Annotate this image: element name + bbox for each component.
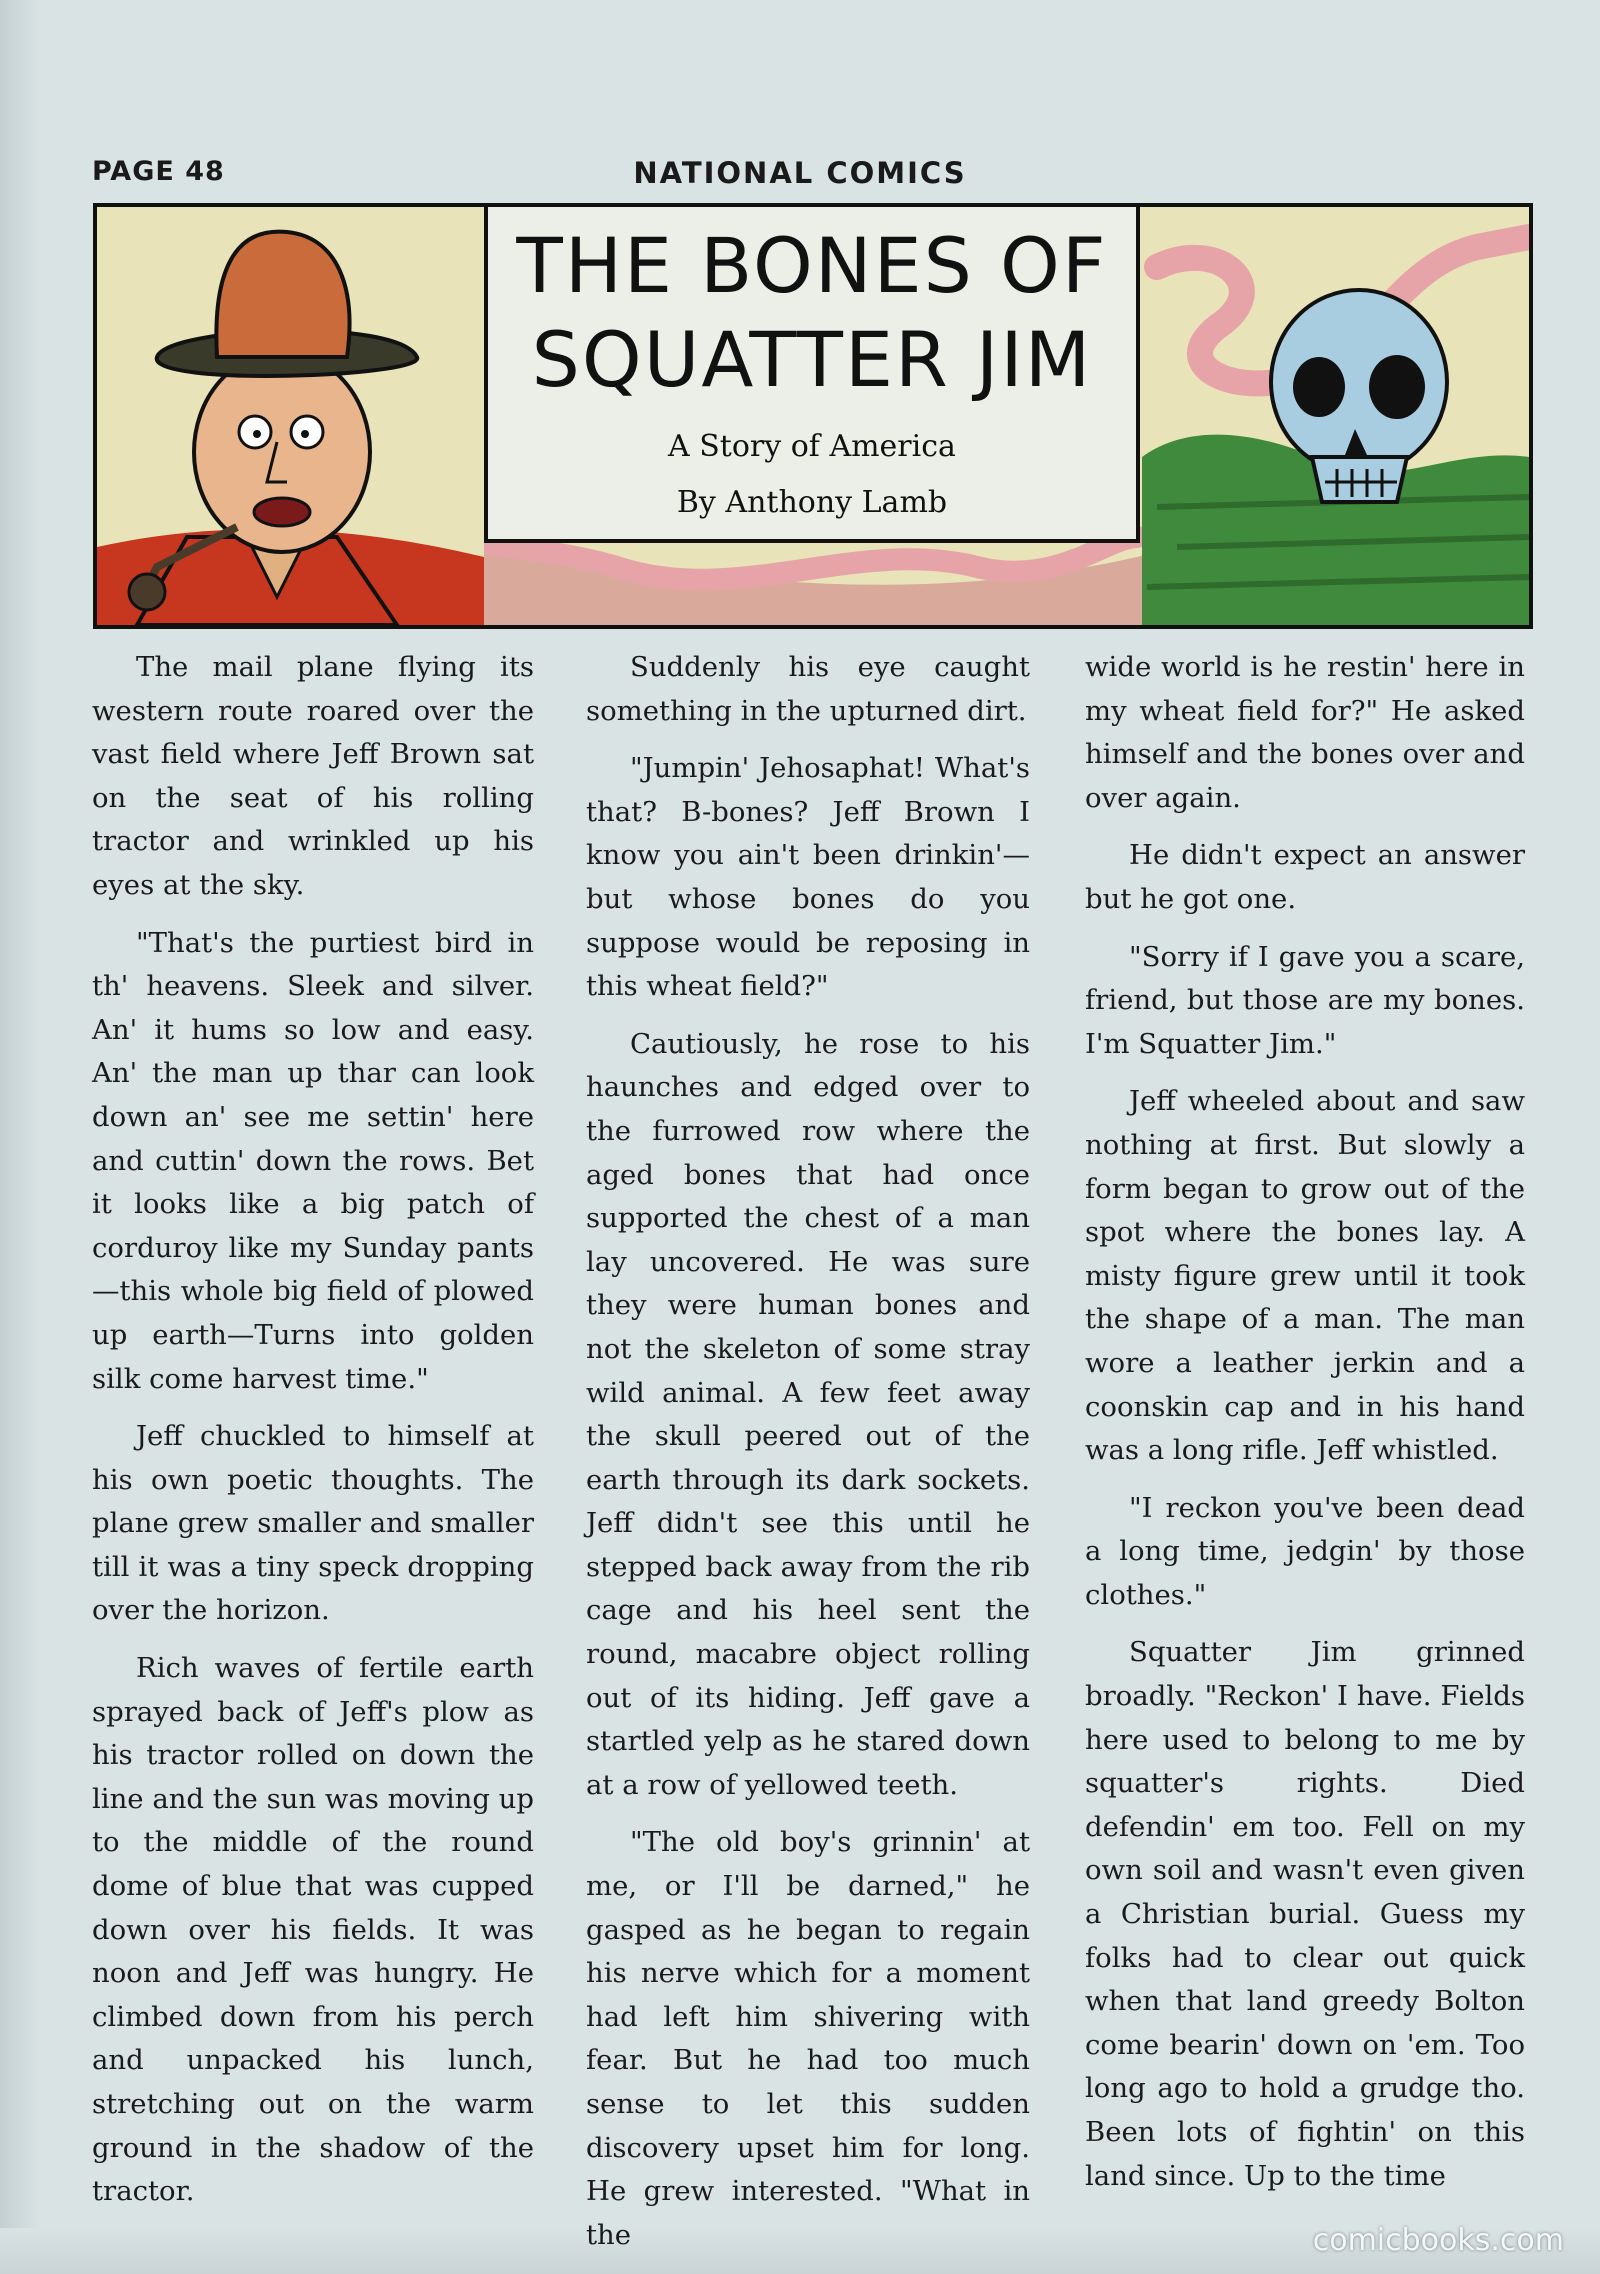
page-number: PAGE 48 bbox=[92, 156, 225, 187]
page-shadow-left bbox=[0, 0, 40, 2274]
paragraph: Rich waves of fertile earth sprayed back of Jeff's plow as his tractor rolled on down the line and the sun was moving up to the middle of the round dome of blue that was cupped down over his fields. It was noon and Jeff was hungry. He climbed down from his perch and unpacked his lunch, stretching out on the warm ground in the shadow of the tractor. bbox=[92, 1652, 534, 2208]
magazine-title: NATIONAL COMICS bbox=[633, 156, 967, 190]
story-banner bbox=[93, 203, 1533, 629]
paragraph: "Sorry if I gave you a scare, friend, but those are my bones. I'm Squatter Jim." bbox=[1085, 940, 1525, 1060]
text-column-3 bbox=[1085, 646, 1525, 2212]
paragraph: "The old boy's grinnin' at me, or I'll be darned," he gasped as he began to regain his nerve which for a moment had left him shivering with fear. But he had too much sense to let this sudden discovery upset him for long. He grew interested. "What in the bbox=[586, 1826, 1030, 2251]
paragraph: Squatter Jim grinned broadly. "Reckon' I have. Fields here used to belong to me by squatter's rights. Died defendin' em too. Fell on my own soil and wasn't even given a Christian burial. Guess my folks had to clear out quick when that land greedy Bolton come bearin' down on 'em. Too long ago to hold a grudge tho. Been lots of fightin' on this land since. Up to the time bbox=[1085, 1636, 1525, 2192]
story-title-line1: THE BONES OF bbox=[516, 221, 1108, 310]
title-box bbox=[484, 207, 1140, 543]
story-subtitle: A Story of America bbox=[668, 429, 956, 464]
story-title-line2: SQUATTER JIM bbox=[531, 315, 1093, 404]
text-column-1 bbox=[92, 646, 534, 2228]
story-byline: By Anthony Lamb bbox=[676, 485, 948, 520]
paragraph-continuation: wide world is he restin' here in my wheat field for?" He asked himself and the bones over and over again. bbox=[1085, 651, 1525, 814]
site-watermark: comicbooks.com bbox=[1312, 2223, 1564, 2258]
paragraph: The mail plane flying its western route roared over the vast field where Jeff Brown sat on the seat of his rolling tractor and wrinkled up his eyes at the sky. bbox=[92, 651, 534, 901]
paragraph: Cautiously, he rose to his haunches and edged over to the furrowed row where the aged bones that had once supported the chest of a man lay uncovered. He was sure they were human bones and not the skeleton of some stray wild animal. A few feet away the skull peered out of the earth through its dark sockets. Jeff didn't see this until he stepped back away from the rib cage and his heel sent the round, macabre object rolling out of its hiding. Jeff gave a startled yelp as he stared down at a row of yellowed teeth. bbox=[586, 1027, 1030, 1801]
farmer-jeff bbox=[97, 207, 484, 625]
paragraph: Jeff wheeled about and saw nothing at first. But slowly a form began to grow out of the spot where the bones lay. A misty figure grew until it took the shape of a man. The man wore a leather jerkin and a coonskin cap and in his hand was a long rifle. Jeff whistled. bbox=[1085, 1085, 1525, 1467]
text-column-2 bbox=[586, 646, 1030, 2271]
paragraph: Suddenly his eye caught something in the upturned dirt. bbox=[586, 651, 1030, 727]
paragraph: He didn't expect an answer but he got one. bbox=[1085, 839, 1525, 915]
paragraph: "I reckon you've been dead a long time, jedgin' by those clothes." bbox=[1085, 1491, 1525, 1611]
paragraph: Jeff chuckled to himself at his own poetic thoughts. The plane grew smaller and smaller till it was a tiny speck dropping over the horizon. bbox=[92, 1420, 534, 1627]
paragraph: "Jumpin' Jehosaphat! What's that? B-bones? Jeff Brown I know you ain't been drinkin'—but whose bones do you suppose would be reposing in this wheat field?" bbox=[586, 752, 1030, 1003]
paragraph: "That's the purtiest bird in th' heavens. Sleek and silver. An' it hums so low and easy. An' the man up thar can look down an' see me settin' here and cuttin' down the rows. Bet it looks like a big patch of corduroy like my Sunday pants—this whole big field of plowed up earth—Turns into golden silk come harvest time." bbox=[92, 926, 534, 1395]
